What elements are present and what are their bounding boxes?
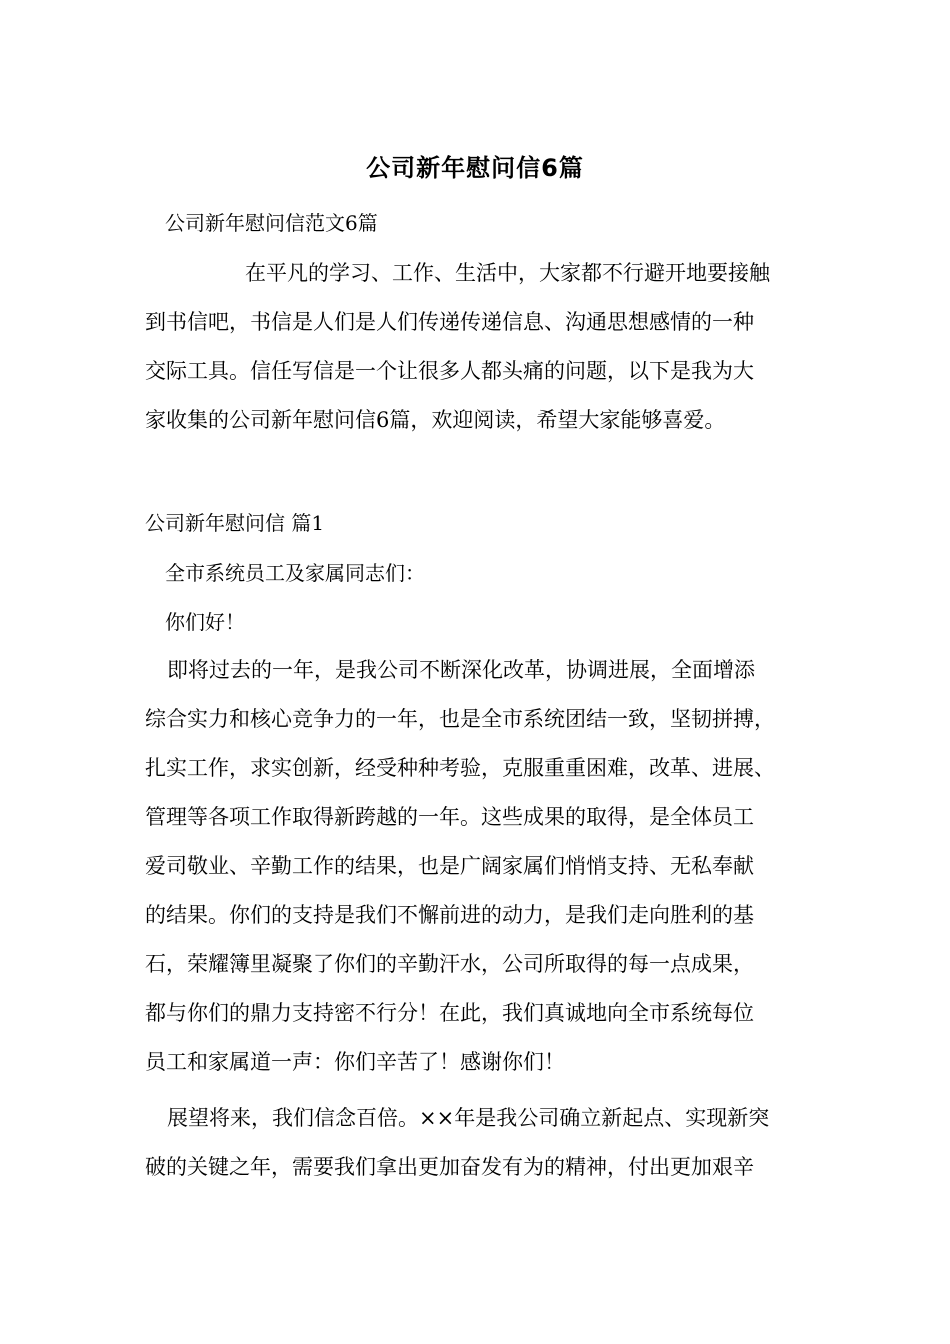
body-paragraph-2	[145, 1094, 835, 1192]
body-line: 管理等各项工作取得新跨越的一年。这些成果的取得，是全体员工	[145, 805, 754, 829]
intro-line: 交际工具。信任写信是一个让很多人都头痛的问题，以下是我为大	[145, 359, 754, 383]
body-line: 都与你们的鼎力支持密不行分！在此，我们真诚地向全市系统每位	[145, 1001, 754, 1025]
letter-greeting: 你们好！	[165, 610, 245, 634]
body-line: 员工和家属道一声：你们辛苦了！感谢你们！	[145, 1050, 565, 1074]
document-subtitle: 公司新年慰问信范文6篇	[165, 211, 378, 235]
intro-line: 家收集的公司新年慰问信6篇，欢迎阅读，希望大家能够喜爱。	[145, 408, 726, 432]
body-line: 爱司敬业、辛勤工作的结果，也是广阔家属们悄悄支持、无私奉献	[145, 854, 754, 878]
intro-line: 到书信吧，书信是人们是人们传递传递信息、沟通思想感情的一种	[145, 310, 754, 334]
body-line: 即将过去的一年，是我公司不断深化改革，协调进展，全面增添	[167, 658, 755, 682]
body-line: 展望将来，我们信念百倍。××年是我公司确立新起点、实现新突	[167, 1106, 770, 1130]
body-line: 综合实力和核心竞争力的一年，也是全市系统团结一致，坚韧拼搏，	[145, 707, 775, 731]
body-line: 破的关键之年，需要我们拿出更加奋发有为的精神，付出更加艰辛	[145, 1155, 754, 1179]
body-line: 的结果。你们的支持是我们不懈前进的动力，是我们走向胜利的基	[145, 903, 754, 927]
letter-salutation: 全市系统员工及家属同志们：	[165, 561, 425, 585]
body-paragraph-1	[145, 646, 835, 1087]
intro-line: 在平凡的学习、工作、生活中，大家都不行避开地要接触	[245, 261, 770, 285]
body-line: 扎实工作，求实创新，经受种种考验，克服重重困难，改革、进展、	[145, 756, 775, 780]
document-title: 公司新年慰问信6篇	[366, 154, 584, 182]
section-heading: 公司新年慰问信 篇1	[145, 511, 325, 535]
body-line: 石，荣耀簿里凝聚了你们的辛勤汗水，公司所取得的每一点成果，	[145, 952, 754, 976]
intro-paragraph	[145, 249, 835, 445]
